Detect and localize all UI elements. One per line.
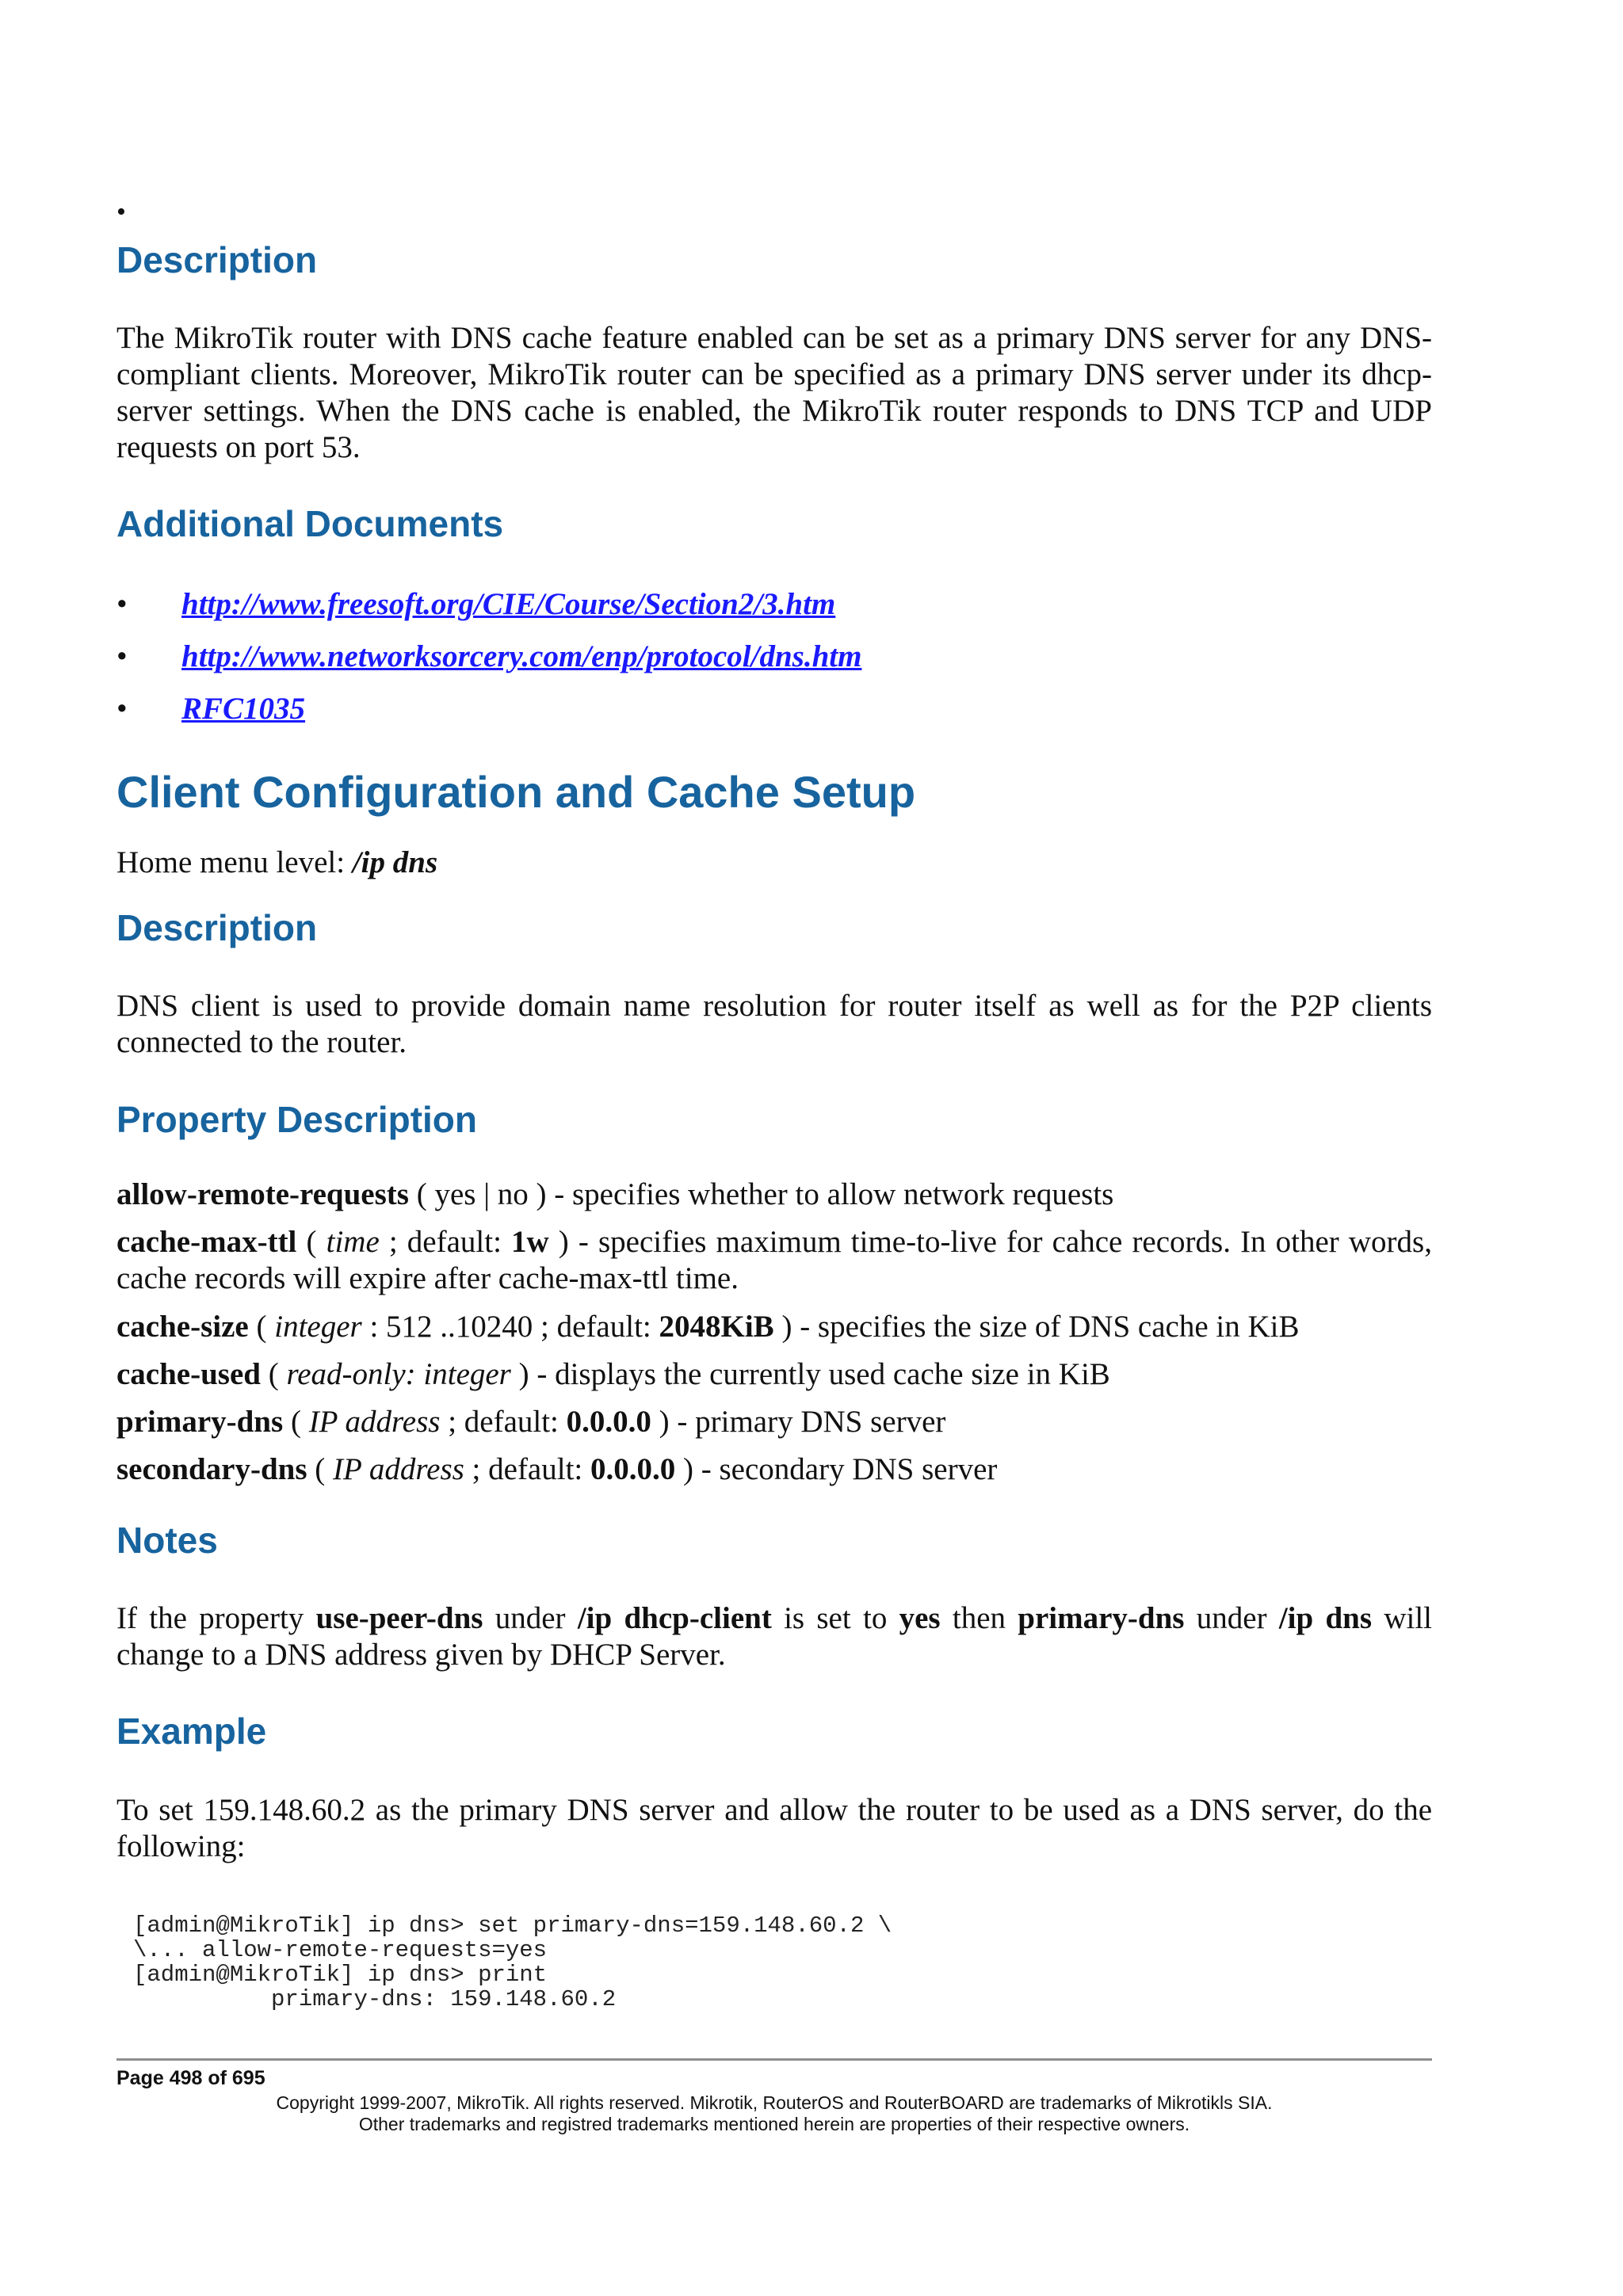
additional-documents-list	[116, 586, 1432, 743]
example-heading: Example	[116, 1711, 267, 1752]
property-primary-dns: primary-dns ( IP address ; default: 0.0.0.0 ) - primary DNS server	[116, 1405, 946, 1439]
bullet-icon: •	[116, 639, 128, 673]
property-cache-max-ttl: cache-max-ttl ( time ; default: 1w ) - specifies maximum time-to-live for cahce records. In other words, cache records will expire after cache-max-ttl time.	[116, 1225, 1432, 1295]
description-paragraph: The MikroTik router with DNS cache feature enabled can be set as a primary DNS server for any DNS-compliant clients. Moreover, MikroTik router can be specified as a primary DNS server under its dhcp-server settings. When the DNS cache is enabled, the MikroTik router responds to DNS TCP and UDP requests on port 53.	[116, 321, 1432, 464]
client-description-heading: Description	[116, 907, 318, 948]
property-name: allow-remote-requests	[116, 1177, 409, 1211]
property-description-heading: Property Description	[116, 1099, 477, 1140]
property-name: cache-size	[116, 1310, 249, 1344]
property-cache-size: cache-size ( integer : 512 ..10240 ; default: 2048KiB ) - specifies the size of DNS cache in KiB	[116, 1310, 1300, 1344]
menu-level-label: Home menu level:	[116, 845, 346, 879]
property-cache-used: cache-used ( read-only: integer ) - displays the currently used cache size in KiB	[116, 1357, 1110, 1391]
list-item	[116, 639, 1432, 691]
client-config-heading: Client Configuration and Cache Setup	[116, 767, 916, 817]
additional-documents-heading: Additional Documents	[116, 503, 504, 544]
trademark-notice: Other trademarks and registred trademarks mentioned herein are properties of their respective owners.	[358, 2114, 1190, 2134]
description-heading: Description	[116, 239, 318, 280]
example-code-block: [admin@MikroTik] ip dns> set primary-dns=159.148.60.2 \ \... allow-remote-requests=yes [admin@MikroTik] ip dns> print primary-dns: 159.148.60.2	[133, 1913, 892, 2012]
copyright-notice: Copyright 1999-2007, MikroTik. All rights reserved. Mikrotik, RouterOS and RouterBOARD are trademarks of Mikrotikls SIA.	[276, 2092, 1273, 2113]
list-item	[116, 586, 1432, 639]
property-allow-remote-requests: allow-remote-requests ( yes | no ) - specifies whether to allow network requests	[116, 1177, 1114, 1211]
link-rfc1035[interactable]: RFC1035	[181, 692, 306, 726]
link-networksorcery[interactable]: http://www.networksorcery.com/enp/protocol/dns.htm	[181, 639, 862, 673]
property-name: secondary-dns	[116, 1452, 307, 1486]
property-secondary-dns: secondary-dns ( IP address ; default: 0.0.0.0 ) - secondary DNS server	[116, 1452, 998, 1486]
bullet-icon: •	[116, 587, 128, 621]
list-item	[116, 691, 1432, 743]
property-name: cache-max-ttl	[116, 1225, 297, 1259]
page-number: Page 498 of 695	[116, 2067, 265, 2089]
property-name: cache-used	[116, 1357, 261, 1391]
notes-paragraph: If the property use-peer-dns under /ip dhcp-client is set to yes then primary-dns under /ip dns will change to a DNS address given by DHCP Server.	[116, 1601, 1432, 1672]
example-paragraph: To set 159.148.60.2 as the primary DNS server and allow the router to be used as a DNS server, do the following:	[116, 1793, 1432, 1863]
footer-divider	[116, 2058, 1432, 2061]
home-menu-level	[116, 845, 1432, 881]
stray-bullet: •	[116, 197, 126, 227]
notes-heading: Notes	[116, 1520, 218, 1561]
link-freesoft[interactable]: http://www.freesoft.org/CIE/Course/Section2/3.htm	[181, 587, 836, 621]
bullet-icon: •	[116, 692, 128, 726]
property-name: primary-dns	[116, 1405, 284, 1439]
menu-level-path: /ip dns	[352, 845, 438, 879]
client-description-paragraph: DNS client is used to provide domain name resolution for router itself as well as for the P2P clients connected to the router.	[116, 989, 1432, 1059]
